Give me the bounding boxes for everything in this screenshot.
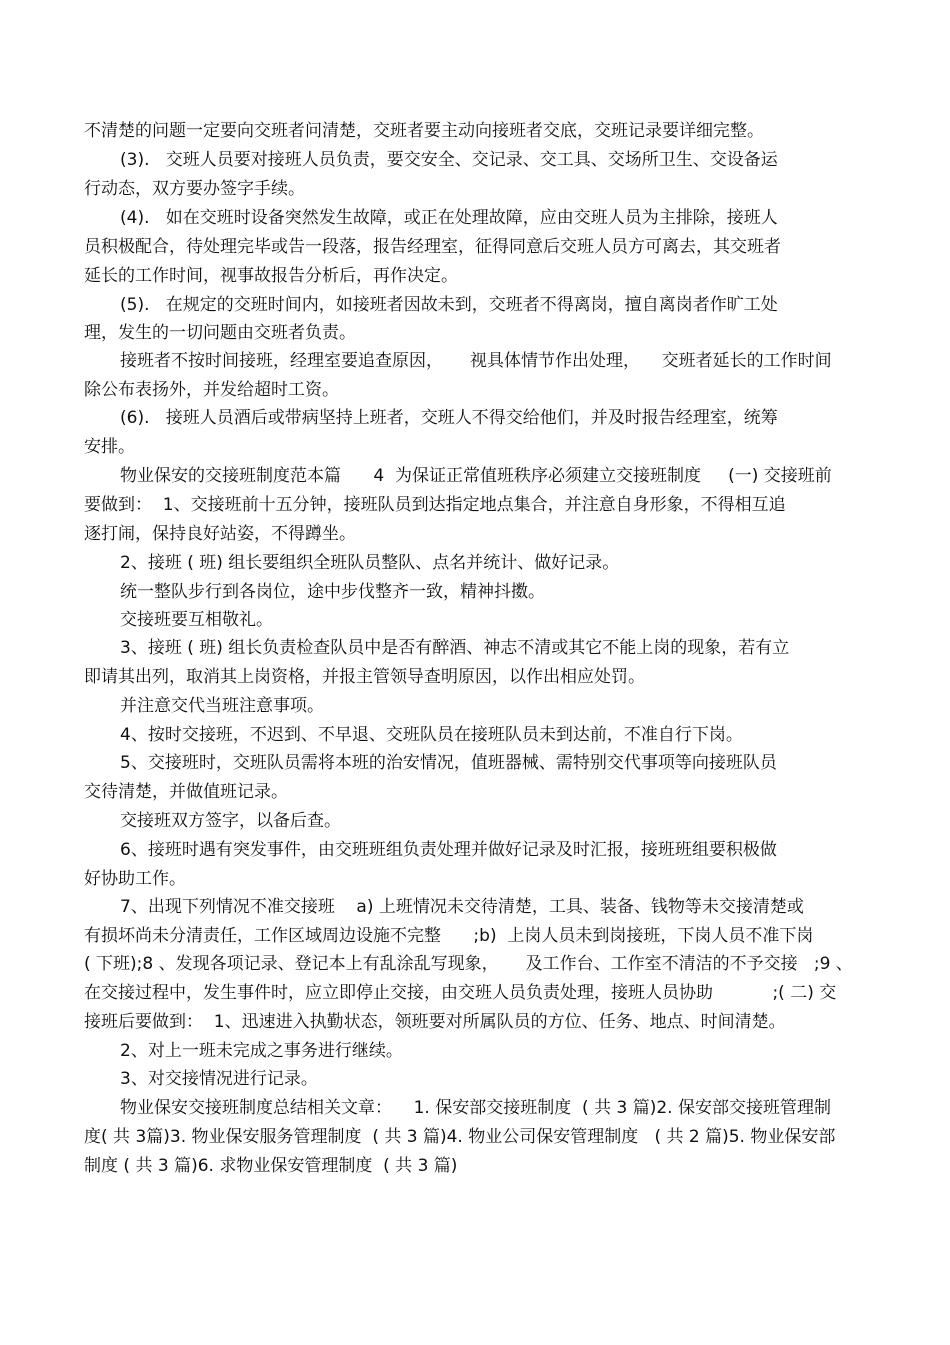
text-line: 交接班要互相敬礼。	[120, 610, 273, 630]
text-line: 物业保安的交接班制度范本篇 4 为保证正常值班秩序必须建立交接班制度 (一) 交接班前	[120, 466, 832, 486]
text-line: 并注意交代当班注意事项。	[120, 696, 324, 716]
text-line: 接班者不按时间接班，经理室要追查原因， 视具体情节作出处理， 交班者延长的工作时间	[120, 351, 832, 371]
text-line: 度( 共 3篇)3. 物业保安服务管理制度 ( 共 3 篇)4. 物业公司保安管理制度 ( 共 2 篇)5. 物业保安部	[84, 1127, 836, 1147]
text-line: (3). 交班人员要对接班人员负责，要交安全、交记录、交工具、交场所卫生、交设备运	[120, 150, 778, 170]
text-line: 2、对上一班未完成之事务进行继续。	[120, 1041, 403, 1061]
text-line: 2、接班 ( 班) 组长要组织全班队员整队、点名并统计、做好记录。	[120, 553, 620, 573]
text-line: 即请其出列，取消其上岗资格，并报主管领导查明原因，以作出相应处罚。	[84, 667, 645, 687]
text-line: 7、出现下列情况不准交接班 a) 上班情况未交待清楚，工具、装备、钱物等未交接清楚或	[120, 897, 804, 917]
text-line: 6、接班时遇有突发事件，由交班班组负责处理并做好记录及时汇报，接班班组要积极做	[120, 840, 777, 860]
text-line: 除公布表扬外，并发给超时工资。	[84, 380, 339, 400]
text-line: 交接班双方签字，以备后查。	[120, 811, 341, 831]
text-line: 员积极配合，待处理完毕或告一段落，报告经理室，征得同意后交班人员方可离去，其交班者	[84, 237, 781, 257]
text-line: 5、交接班时，交班队员需将本班的治安情况，值班器械、需特别交代事项等向接班队员	[120, 753, 777, 773]
text-line: 接班后要做到： 1、迅速进入执勤状态，领班要对所属队员的方位、任务、地点、时间清楚。	[84, 1012, 786, 1032]
text-line: 制度 ( 共 3 篇)6. 求物业保安管理制度 ( 共 3 篇)	[84, 1156, 458, 1176]
text-line: 要做到： 1、交接班前十五分钟，接班队员到达指定地点集合，并注意自身形象，不得相互追	[84, 495, 786, 515]
text-line: 好协助工作。	[84, 869, 186, 889]
text-line: 有损坏尚未分清责任，工作区域周边设施不完整 ;b) 上岗人员未到岗接班，下岗人员不准下岗	[84, 926, 814, 946]
text-line: 延长的工作时间，视事故报告分析后，再作决定。	[84, 266, 458, 286]
text-line: (5). 在规定的交班时间内，如接班者因故未到，交班者不得离岗，擅自离岗者作旷工处	[120, 295, 778, 315]
text-line: 交待清楚，并做值班记录。	[84, 782, 288, 802]
text-line: (4). 如在交班时设备突然发生故障，或正在处理故障，应由交班人员为主排除，接班人	[120, 208, 778, 228]
text-line: 3、对交接情况进行记录。	[120, 1069, 318, 1089]
text-line: 理，发生的一切问题由交班者负责。	[84, 323, 356, 343]
text-line: 安排。	[84, 437, 135, 457]
text-line: 4、按时交接班，不迟到、不早退、交班队员在接班队员未到达前，不准自行下岗。	[120, 725, 743, 745]
text-line: 不清楚的问题一定要向交班者问清楚，交班者要主动向接班者交底，交班记录要详细完整。	[84, 121, 764, 141]
text-line: 物业保安交接班制度总结相关文章： 1. 保安部交接班制度 ( 共 3 篇)2. 保安部交接班管理制	[120, 1098, 831, 1118]
text-line: 行动态，双方要办签字手续。	[84, 179, 305, 199]
text-line: (6). 接班人员酒后或带病坚持上班者，交班人不得交给他们，并及时报告经理室，统筹	[120, 408, 778, 428]
text-line: 逐打闹，保持良好站姿，不得蹲坐。	[84, 524, 356, 544]
text-line: 统一整队步行到各岗位，途中步伐整齐一致，精神抖擞。	[120, 582, 545, 602]
text-line: 在交接过程中，发生事件时，应立即停止交接，由交班人员负责处理，接班人员协助 ;( 二) 交	[84, 983, 837, 1003]
text-line: ( 下班);8 、发现各项记录、登记本上有乱涂乱写现象， 及工作台、工作室不清洁的不予交接 ;9 、	[84, 954, 853, 974]
text-line: 3、接班 ( 班) 组长负责检查队员中是否有醉酒、神志不清或其它不能上岗的现象，若有立	[120, 638, 790, 658]
